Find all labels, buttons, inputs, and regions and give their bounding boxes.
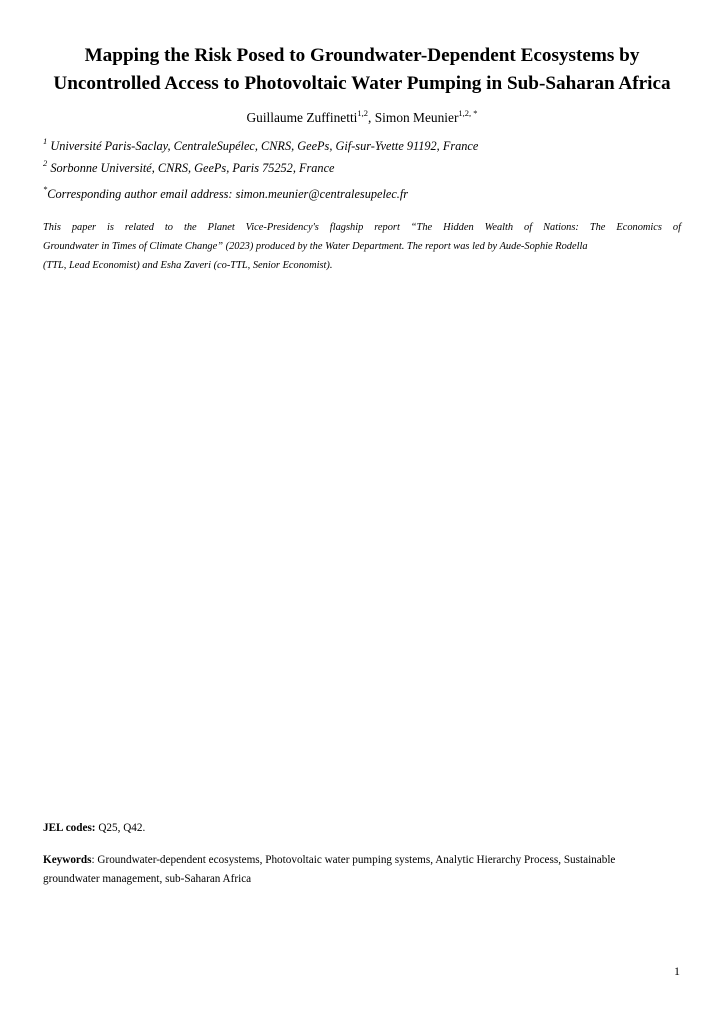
affiliation-text: Université Paris-Saclay, CentraleSupélec, CNRS, GeePs, Gif-sur-Yvette 91192, France: [47, 139, 479, 153]
page-number: 1: [674, 964, 680, 978]
keywords: [43, 851, 683, 889]
keywords-label: Keywords: [43, 854, 92, 866]
jel-label: JEL codes:: [43, 822, 96, 834]
title-line-1: Mapping the Risk Posed to Groundwater-Dependent Ecosystems by: [84, 45, 640, 66]
author-name: Simon Meunier: [374, 110, 459, 125]
affiliation-2: [43, 157, 335, 176]
paper-title: [30, 42, 694, 98]
note-line-1: This paper is related to the Planet Vice-Presidency's flagship report “The Hidden Wealth of Nations: The Economics of: [43, 222, 681, 233]
affiliation-text: Sorbonne Université, CNRS, GeePs, Paris 75252, France: [47, 161, 335, 175]
note-line-3: (TTL, Lead Economist) and Esha Zaveri (co-TTL, Senior Economist).: [43, 260, 333, 271]
keywords-line-1: : Groundwater-dependent ecosystems, Photovoltaic water pumping systems, Analytic Hierarchy Process, Sustainable: [91, 854, 616, 866]
corresponding-author: [43, 183, 409, 202]
author-separator: ,: [368, 110, 375, 125]
author-name: Guillaume Zuffinetti: [246, 110, 358, 125]
jel-value: Q25, Q42.: [95, 822, 146, 834]
corresponding-mark: *: [43, 183, 48, 194]
author-list: [0, 109, 724, 127]
keywords-line-2: groundwater management, sub-Saharan Africa: [43, 873, 252, 885]
note-line-2: Groundwater in Times of Climate Change” (2023) produced by the Water Department. The report was led by Aude-Sophie Rodella: [43, 241, 588, 252]
corresponding-email-text: Corresponding author email address: simon.meunier@centralesupelec.fr: [47, 187, 409, 201]
affiliation-mark: 2: [43, 157, 48, 168]
author-affiliation-marks: 1,2, *: [458, 107, 478, 118]
affiliation-mark: 1: [43, 135, 48, 146]
report-note: [43, 218, 681, 275]
affiliation-1: [43, 135, 479, 154]
author-affiliation-marks: 1,2: [357, 107, 369, 118]
jel-codes: [43, 820, 145, 836]
title-line-2: Uncontrolled Access to Photovoltaic Water Pumping in Sub-Saharan Africa: [53, 73, 671, 94]
